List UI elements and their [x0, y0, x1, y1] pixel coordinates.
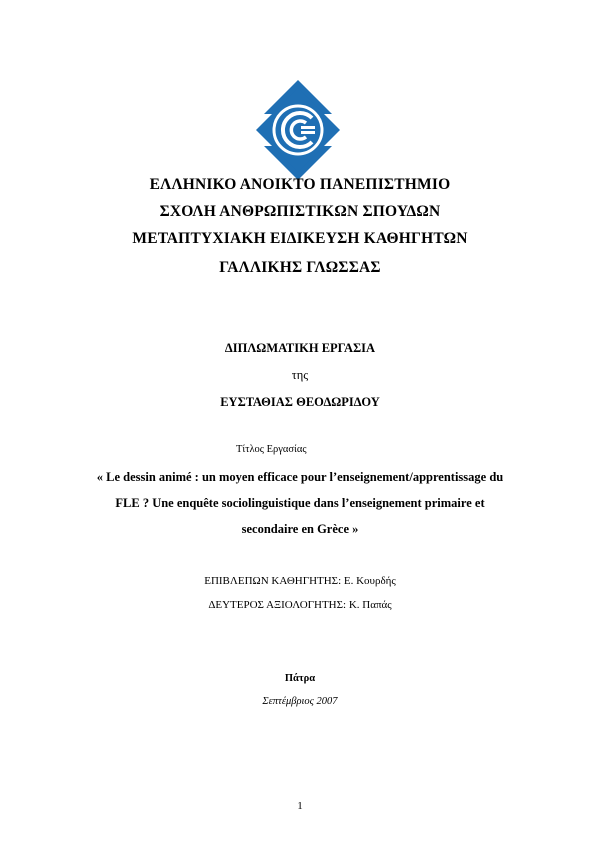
university-logo — [246, 78, 350, 182]
supervisor: ΕΠΙΒΛΕΠΩΝ ΚΑΘΗΓΗΤΗΣ: Ε. Κουρδής — [204, 575, 396, 587]
program-language: ΓΑΛΛΙΚΗΣ ΓΛΩΣΣΑΣ — [219, 259, 381, 276]
thesis-title-line-2: FLE ? Une enquête sociolinguistique dans l’enseignement primaire et — [115, 496, 485, 510]
thesis-of-word: της — [291, 368, 309, 382]
second-examiner: ΔΕΥΤΕΡΟΣ ΑΞΙΟΛΟΓΗΤΗΣ: Κ. Παπάς — [208, 599, 392, 611]
program-name: ΜΕΤΑΠΤΥΧΙΑΚΗ ΕΙΔΙΚΕΥΣΗ ΚΑΘΗΓΗΤΩΝ — [132, 230, 468, 247]
thesis-type-label: ΔΙΠΛΩΜΑΤΙΚΗ ΕΡΓΑΣΙΑ — [224, 341, 376, 355]
date: Σεπτέμβριος 2007 — [262, 696, 338, 707]
place: Πάτρα — [284, 673, 316, 684]
thesis-title-line-1: « Le dessin animé : un moyen efficace pour l’enseignement/apprentissage du — [96, 470, 504, 484]
author-name: ΕΥΣΤΑΘΙΑΣ ΘΕΟΔΩΡΙΔΟΥ — [220, 395, 380, 409]
school-name: ΣΧΟΛΗ ΑΝΘΡΩΠΙΣΤΙΚΩΝ ΣΠΟΥΔΩΝ — [159, 203, 441, 220]
university-name: ΕΛΛΗΝΙΚΟ ΑΝΟΙΚΤΟ ΠΑΝΕΠΙΣΤΗΜΙΟ — [149, 176, 451, 193]
thesis-title-line-3: secondaire en Grèce » — [241, 522, 359, 536]
page-number: 1 — [297, 800, 303, 812]
thesis-title-label: Τίτλος Εργασίας — [236, 444, 307, 455]
